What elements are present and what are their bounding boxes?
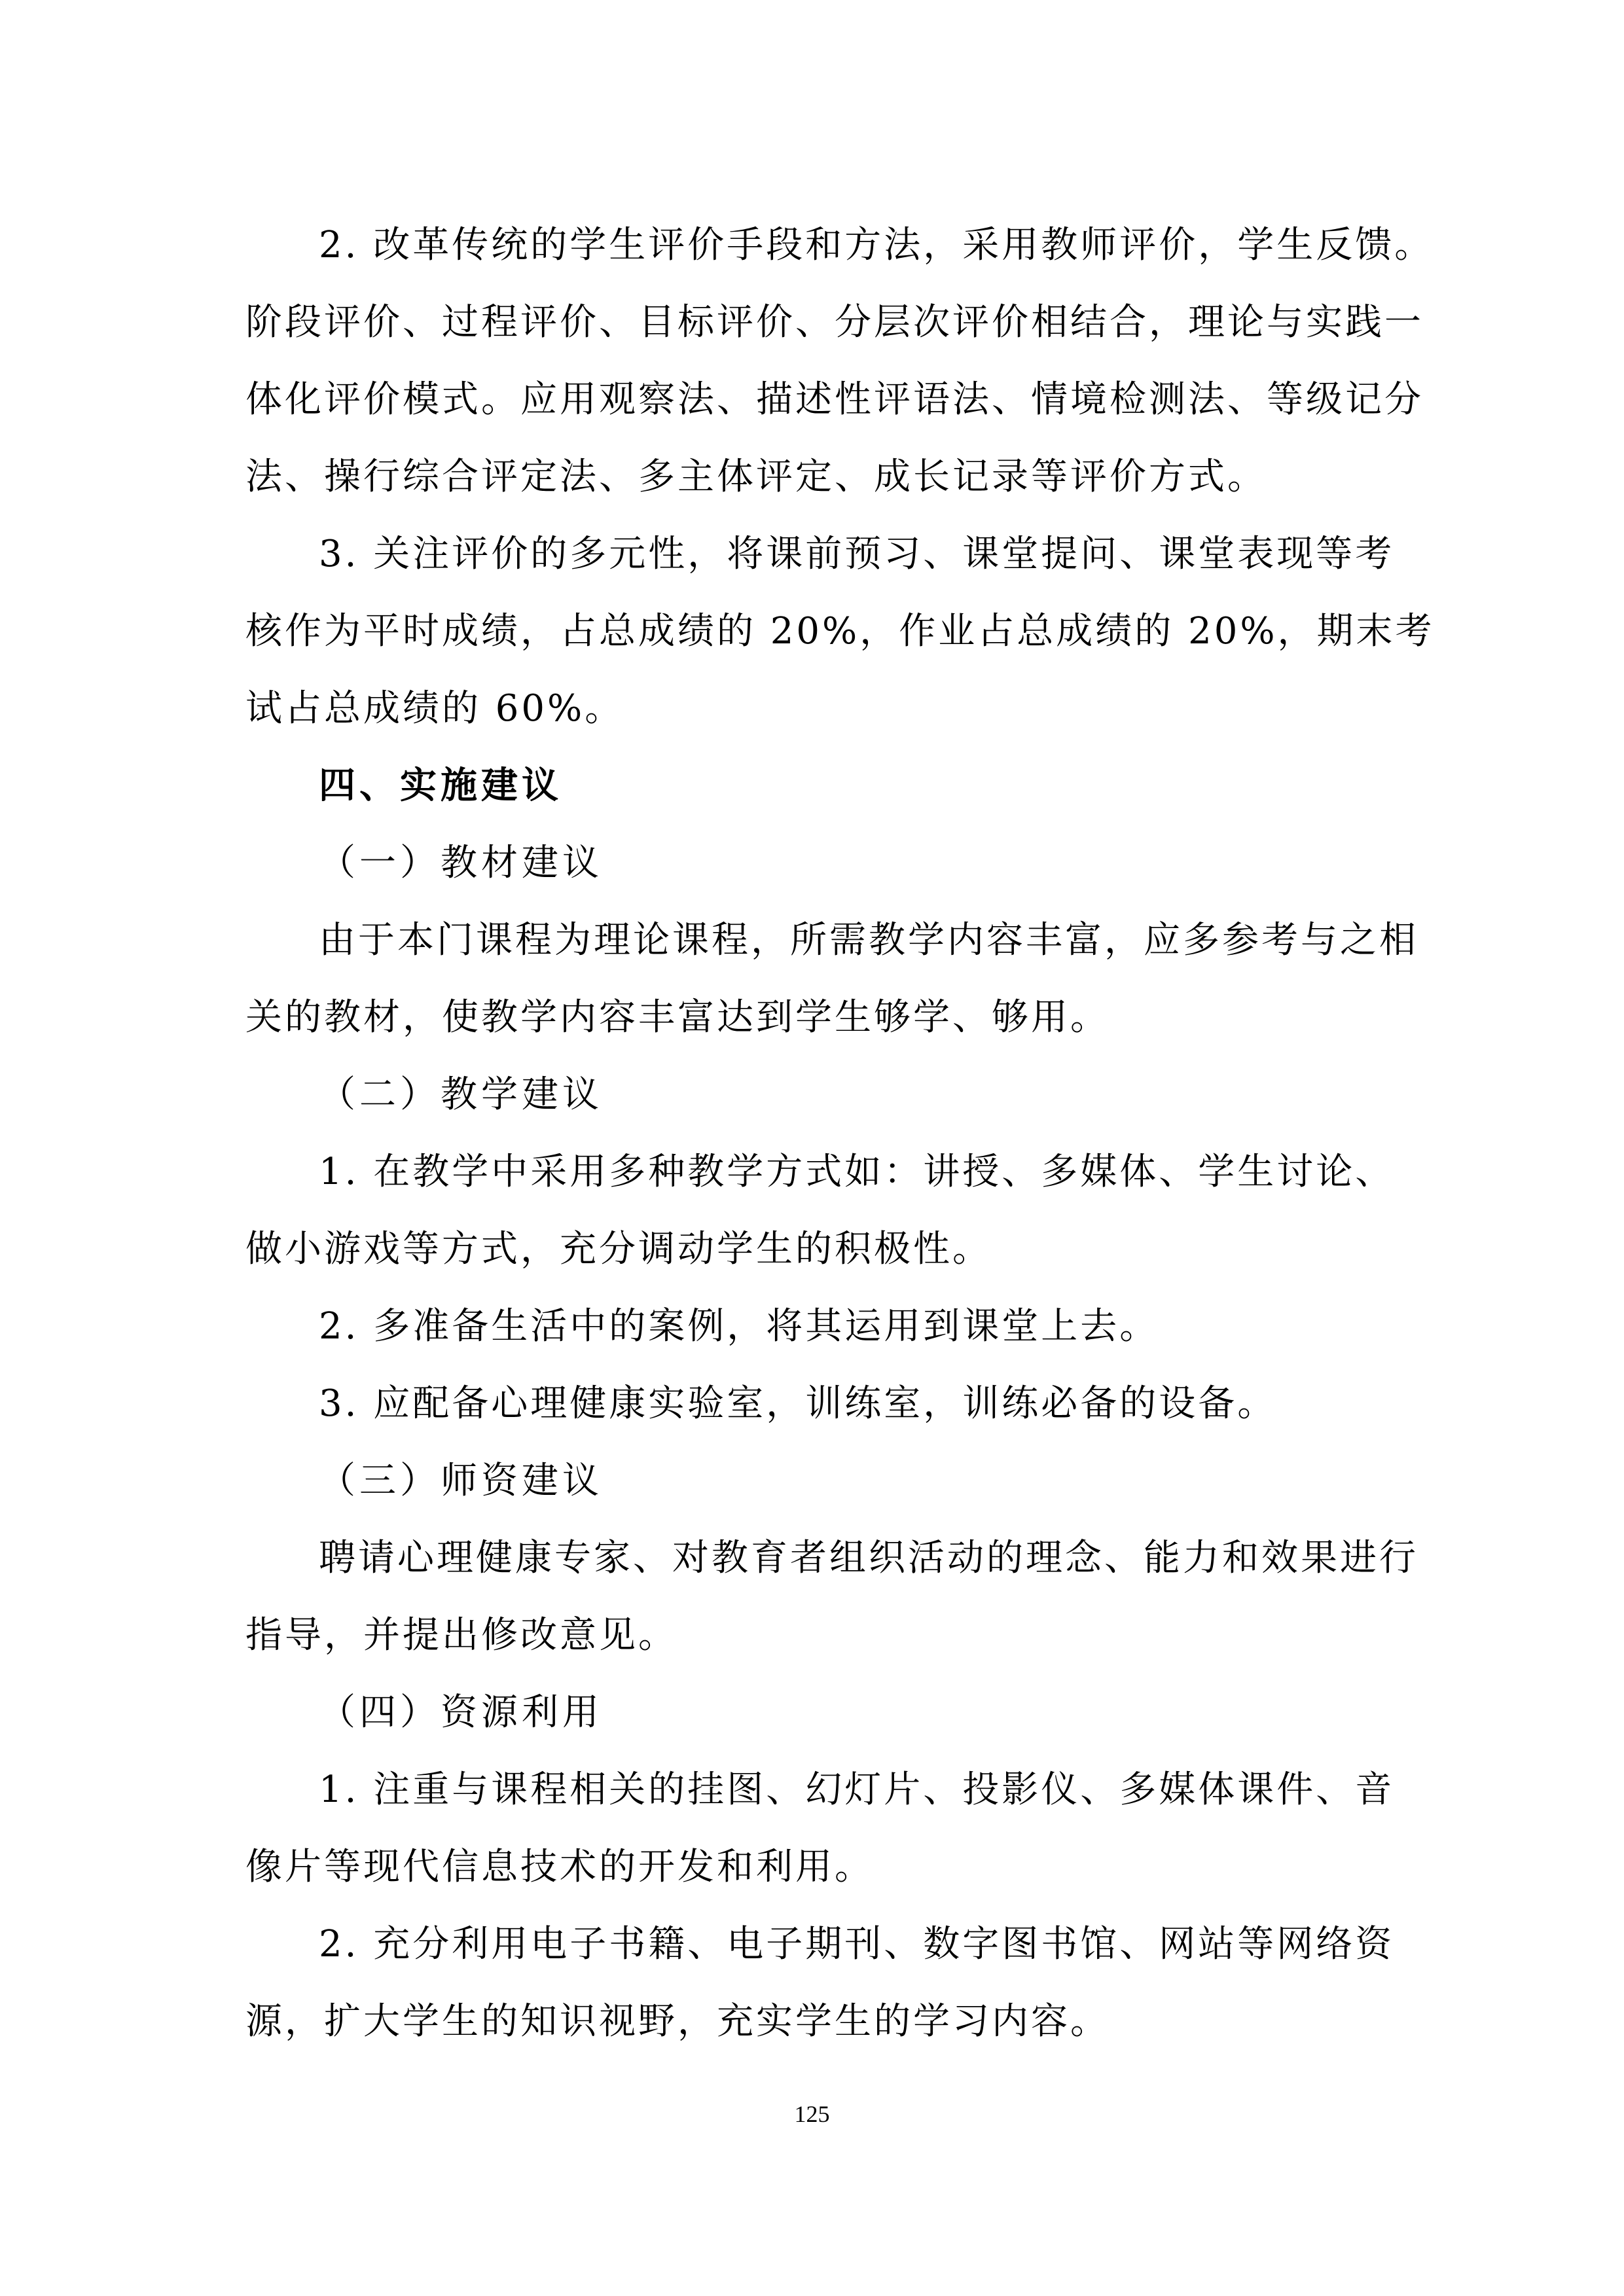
subsection-heading: （三）师资建议 <box>319 1460 603 1502</box>
paragraph-line: 法、操行综合评定法、多主体评定、成长记录等评价方式。 <box>245 456 1267 498</box>
paragraph-line: 聘请心理健康专家、对教育者组织活动的理念、能力和效果进行 <box>319 1537 1418 1579</box>
paragraph-line: 核作为平时成绩，占总成绩的 20%，作业占总成绩的 20%，期末考 <box>245 610 1435 653</box>
paragraph-line: 1. 注重与课程相关的挂图、幻灯片、投影仪、多媒体课件、音 <box>319 1768 1395 1811</box>
page-number: 125 <box>794 2101 830 2127</box>
subsection-heading: （一）教材建议 <box>319 842 603 884</box>
paragraph-line: 3. 应配备心理健康实验室，训练室，训练必备的设备。 <box>319 1382 1277 1425</box>
subsection-heading: （二）教学建议 <box>319 1073 603 1116</box>
paragraph-line: 2. 充分利用电子书籍、电子期刊、数字图书馆、网站等网络资 <box>319 1923 1395 1965</box>
paragraph-line: 2. 多准备生活中的案例，将其运用到课堂上去。 <box>319 1305 1159 1348</box>
paragraph-line: 体化评价模式。应用观察法、描述性评语法、情境检测法、等级记分 <box>245 378 1424 421</box>
paragraph-line: 指导，并提出修改意见。 <box>245 1614 677 1657</box>
paragraph-line: 关的教材，使教学内容丰富达到学生够学、够用。 <box>245 996 1110 1039</box>
section-heading: 四、实施建议 <box>319 764 562 807</box>
paragraph-line: 试占总成绩的 60%。 <box>245 687 624 730</box>
paragraph-line: 3. 关注评价的多元性，将课前预习、课堂提问、课堂表现等考 <box>319 533 1395 575</box>
paragraph-line: 由于本门课程为理论课程，所需教学内容丰富，应多参考与之相 <box>319 919 1418 961</box>
paragraph-line: 2. 改革传统的学生评价手段和方法，采用教师评价，学生反馈。 <box>319 224 1434 266</box>
paragraph-line: 阶段评价、过程评价、目标评价、分层次评价相结合，理论与实践一 <box>245 301 1424 344</box>
subsection-heading: （四）资源利用 <box>319 1691 603 1734</box>
paragraph-line: 做小游戏等方式，充分调动学生的积极性。 <box>245 1228 992 1270</box>
paragraph-line: 像片等现代信息技术的开发和利用。 <box>245 1846 874 1888</box>
paragraph-line: 源，扩大学生的知识视野，充实学生的学习内容。 <box>245 2000 1110 2043</box>
paragraph-line: 1. 在教学中采用多种教学方式如：讲授、多媒体、学生讨论、 <box>319 1151 1395 1193</box>
